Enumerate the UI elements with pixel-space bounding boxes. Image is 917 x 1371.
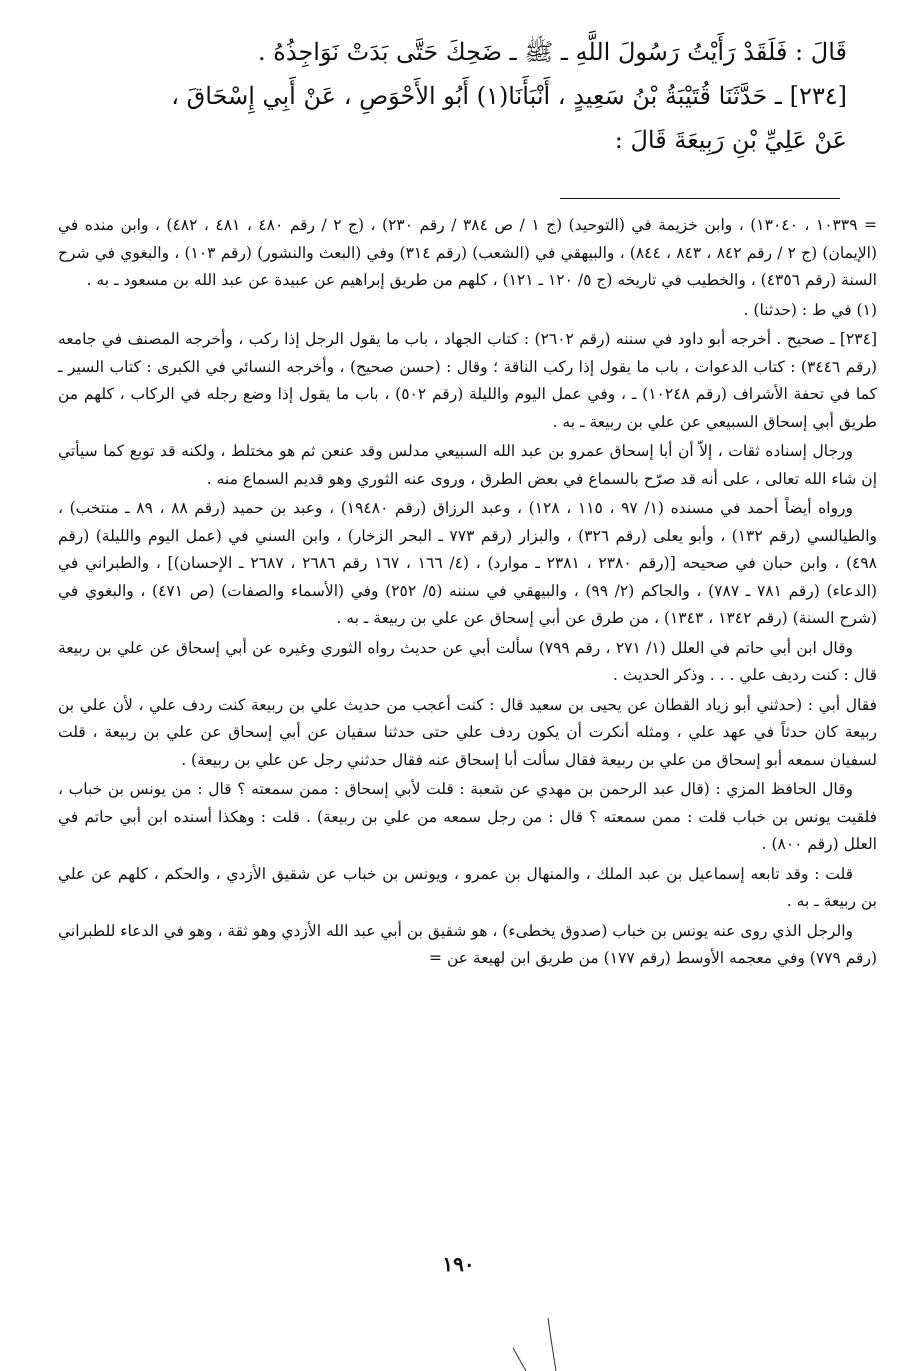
hadith-line: عَنْ عَلِيِّ بْنِ رَبِيعَةَ قَالَ : xyxy=(614,126,847,154)
hadith-line: قَالَ : فَلَقَدْ رَأَيْتُ رَسُولَ اللَّهِ ـ ﷺ ـ ضَحِكَ حَتَّى بَدَتْ نَوَاجِذُهُ . xyxy=(258,38,847,66)
footnote-paragraph: فقال أبي : (حدثني أبو زياد القطان عن يحيى بن سعيد قال : كنت أعجب من حديث علي بن ربيعة كنت ردف علي ، لأن علي بن ربيعة كان حدثاً في عهد علي ، ومثله أنكرت أن يكون ردف علي حتى حدثنا سفيان عن أبي إسحاق عن علي بن ربيعة ، قلت لسفيان سمعه أبو إسحاق من علي بن ربيعة فقال سألت أبا إسحاق عنه فقال حدثني رجل عن علي بن ربيعة) . xyxy=(58,695,877,769)
footnote-takhrij: [٢٣٤] ـ صحيح . أخرجه أبو داود في سننه (رقم ٢٦٠٢) : كتاب الجهاد ، باب ما يقول الرجل إذا ركب ، وأخرجه المصنف في جامعه (رقم ٣٤٤٦) : كتاب الدعوات ، باب ما يقول إذا ركب الناقة ؛ وقال : (حسن صحيح) ، وأخرجه النسائي في الكبرى : كتاب السير ـ كما في تحفة الأشراف (رقم ١٠٢٤٨) ـ ، وفي عمل اليوم والليلة (رقم ٥٠٢) ، باب ما يقول إذا وضع رجله في الركاب ، كلهم من طريق أبي إسحاق السبيعي عن علي بن ربيعة ـ به . xyxy=(58,330,877,431)
footnote-paragraph: والرجل الذي روى عنه يونس بن خباب (صدوق يخطىء) ، هو شقيق بن أبي عبد الله الأزدي وهو ثقة ، وهو في الدعاء للطبراني (رقم ٧٧٩) وفي معجمه الأوسط (رقم ١٧٧) من طريق ابن لهيعة عن = xyxy=(58,921,877,967)
footnote-continuation: = ١٠٣٣٩ ، ١٣٠٤٠) ، وابن خزيمة في (التوحيد) (ج ١ / ص ٣٨٤ / رقم ٢٣٠) ، (ج ٢ / رقم ٤٨٠ ، ٤٨١ ، ٤٨٢) ، وابن منده في (الإيمان) (ج ٢ / رقم ٨٤٢ ، ٨٤٣ ، ٨٤٤) ، والبيهقي في (الشعب) (رقم ٣١٤) وفي (البعث والنشور) (رقم ١٠٣) ، والبغوي في شرح السنة (رقم ٤٣٥٦) ، والخطيب في تاريخه (ج ٥/ ١٢٠ ـ ١٢١) ، كلهم من طريق إبراهيم عن عبيدة عن عبد الله بن مسعود ـ به . xyxy=(58,216,878,289)
page-number: ١٩٠ xyxy=(442,1252,475,1276)
scratch-line xyxy=(548,1318,556,1371)
footnote-paragraph: قلت : وقد تابعه إسماعيل بن عبد الملك ، والمنهال بن عمرو ، ويونس بن خباب عن شقيق الأزدي ، والحكم ، كلهم عن علي بن ربيعة ـ به . xyxy=(58,864,877,910)
footnote-variant: (١) في ط : (حدثنا) . xyxy=(743,300,877,319)
footnote-divider xyxy=(560,198,840,199)
footnote-paragraph: ورجال إسناده ثقات ، إلاّ أن أبا إسحاق عمرو بن عبد الله السبيعي مدلس وقد عنعن ثم هو مختلط ، ولكنه قد توبع كما سيأتي إن شاء الله تعالى ، على أنه قد صرّح بالسماع في بعض الطرق ، وروى عنه الثوري وهو قديم السماع منه . xyxy=(58,442,877,488)
hadith-line: [٢٣٤] ـ حَدَّثَنَا قُتَيْبَةُ بْنُ سَعِيدٍ ، أَنْبَأَنَا(١) أَبُو الأَحْوَصِ ، عَنْ أَبِي إِسْحَاقَ ، xyxy=(171,82,847,110)
hadith-text xyxy=(70,30,847,162)
footnotes xyxy=(58,212,877,975)
footnote-paragraph: وقال ابن أبي حاتم في العلل (١/ ٢٧١ ، رقم ٧٩٩) سألت أبي عن حديث رواه الثوري وغيره عن أبي إسحاق عن علي بن ربيعة قال : كنت رديف علي . . . وذكر الحديث . xyxy=(58,638,877,684)
footnote-paragraph: ورواه أيضاً أحمد في مسنده (١/ ٩٧ ، ١١٥ ، ١٢٨) ، وعبد الرزاق (رقم ١٩٤٨٠) ، وعبد بن حميد (رقم ٨٨ ، ٨٩ ـ منتخب) ، والطيالسي (رقم ١٣٢) ، وأبو يعلى (رقم ٣٢٦) ، والبزار (رقم ٧٧٣ ـ البحر الزخار) ، وابن السني في (عمل اليوم والليلة) (رقم ٤٩٨) ، وابن حبان في صحيحه [(رقم ٢٣٨٠ ، ٢٣٨١ ـ موارد) ، (٤/ ١٦٦ ، ١٦٧ رقم ٢٦٨٦ ، ٢٦٨٧ ـ الإحسان)] ، والطبراني في (الدعاء) (رقم ٧٨١ ـ ٧٨٧) ، والحاكم (٢/ ٩٩) ، والبيهقي في سننه (٥/ ٢٥٢) وفي (الأسماء والصفات) (ص ٤٧١) ، والبغوي في (شرح السنة) (رقم ١٣٤٢ ، ١٣٤٣) ، من طرق عن أبي إسحاق عن علي بن ربيعة ـ به . xyxy=(58,499,878,627)
footnote-paragraph: وقال الحافظ المزي : (قال عبد الرحمن بن مهدي عن شعبة : قلت لأبي إسحاق : ممن سمعته ؟ قال : من يونس بن خباب ، فلقيت يونس بن خباب قلت : ممن سمعته ؟ قال : من رجل سمعه من علي بن ربيعة) . قلت : وهكذا أسنده ابن أبي حاتم في العلل (رقم ٨٠٠) . xyxy=(58,780,877,853)
scratch-line xyxy=(513,1348,526,1371)
